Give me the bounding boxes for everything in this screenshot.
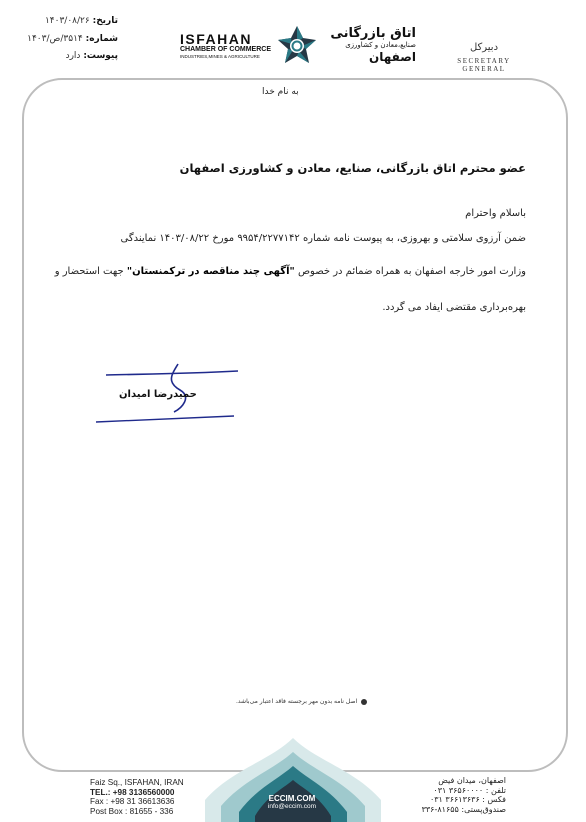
tel-en: TEL.: +98 3136560000 bbox=[90, 787, 175, 797]
logo-en-line1: ISFAHAN bbox=[180, 31, 252, 47]
logo-persian bbox=[316, 26, 416, 64]
logo-fa-line2: صنایع،معادن و کشاورزی bbox=[345, 41, 416, 49]
body-line-1: ضمن آرزوی سلامتی و بهروزی، به پیوست نامه شماره ۹۹۵۴/۲۲۷۷۱۴۲ مورخ ۱۴۰۳/۰۸/۲۲ نمایندگی bbox=[120, 233, 526, 244]
seal-note-text: اصل نامه بدون مهر برجسته فاقد اعتبار می‌باشد. bbox=[236, 698, 358, 705]
body-line-2-pre: وزارت امور خارجه اصفهان به همراه ضمائم در خصوص bbox=[297, 266, 526, 277]
attachment-label: پیوست: bbox=[83, 51, 118, 61]
logo-en-line2: CHAMBER OF COMMERCE bbox=[180, 46, 271, 53]
chamber-logo bbox=[180, 22, 420, 74]
attachment-row bbox=[18, 51, 118, 61]
secretary-en: SECRETARY GENERAL bbox=[457, 57, 511, 73]
fax-fa: فکس : ۳۶۶۱۳۶۳۶ ۰۳۱ bbox=[429, 795, 506, 805]
chamber-emblem-icon bbox=[277, 22, 317, 70]
attachment-value: دارد bbox=[65, 51, 81, 61]
footer-contact-fa bbox=[376, 776, 506, 814]
pobox-fa: صندوق‌پستی: ۸۱۶۵۵-۳۳۶ bbox=[421, 804, 506, 814]
signer-name: حمیدرضا امیدان bbox=[119, 389, 197, 400]
website[interactable]: ECCIM.COM bbox=[268, 794, 316, 803]
pobox-en: Post Box : 81655 - 336 bbox=[90, 806, 174, 816]
bullet-icon bbox=[361, 699, 367, 705]
secretary-general-title bbox=[440, 42, 528, 73]
secretary-fa: دبیرکل bbox=[469, 42, 499, 53]
logo-fa-line3: اصفهان bbox=[368, 50, 416, 64]
number-row bbox=[6, 34, 118, 44]
addressee: عضو محترم اتاق بازرگانی، صنایع، معادن و کشاورزی اصفهان bbox=[179, 161, 526, 175]
date-label: تاریخ: bbox=[92, 16, 118, 26]
seal-note bbox=[236, 698, 367, 705]
body-line-3: بهره‌برداری مقتضی ایفاد می گردد. bbox=[382, 302, 526, 313]
email[interactable]: info@eccim.com bbox=[267, 803, 317, 810]
footer-contact-en bbox=[90, 778, 184, 816]
body-line-2 bbox=[55, 266, 526, 277]
footer-web bbox=[262, 794, 322, 810]
date-row bbox=[18, 16, 118, 26]
greeting: باسلام واحترام bbox=[465, 208, 526, 219]
body-line-2-post: جهت استحضار و bbox=[54, 266, 124, 277]
tender-subject: "آگهی چند مناقصه در ترکمنستان" bbox=[126, 266, 295, 277]
address-en: Faiz Sq., ISFAHAN, IRAN bbox=[90, 778, 184, 787]
address-fa: اصفهان، میدان فیض bbox=[438, 776, 506, 785]
basmala: به نام خدا bbox=[262, 87, 299, 97]
number-value: ۳۵۱۴/ص/۱۴۰۳ bbox=[27, 34, 83, 44]
date-value: ۱۴۰۳/۰۸/۲۶ bbox=[44, 16, 90, 26]
logo-english bbox=[180, 32, 276, 60]
fax-en: Fax : +98 31 36613636 bbox=[90, 797, 175, 806]
logo-fa-line1: اتاق بازرگانی bbox=[330, 26, 416, 41]
logo-en-line3: INDUSTRIES,MINES & AGRICULTURE bbox=[180, 54, 260, 59]
number-label: شماره: bbox=[85, 34, 118, 44]
tel-fa: تلفن : ۳۶۵۶۰۰۰۰ ۰۳۱ bbox=[433, 785, 506, 795]
